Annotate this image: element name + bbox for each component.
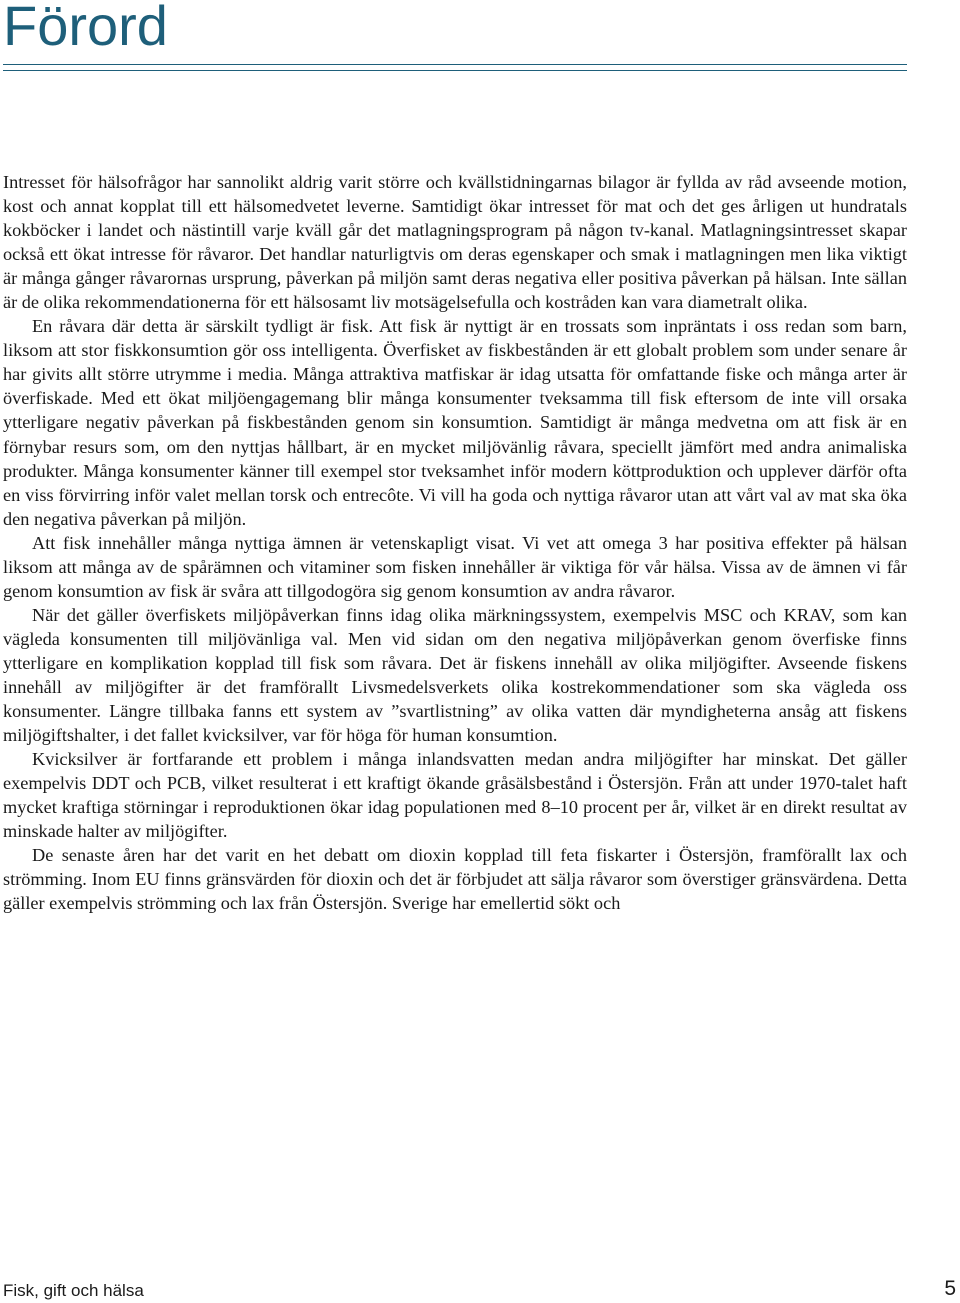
paragraph: De senaste åren har det varit en het debatt om dioxin kopplad till feta fiskarter i Östersjön, framförallt lax och strömming. Inom EU finns gränsvärden för dioxin och det är förbjudet att sälja råvaror som överstiger gränsvärdena. Detta gäller exempelvis strömming och lax från Östersjön. Sverige har emellertid sökt och: [3, 845, 907, 914]
header-rule-top: [3, 64, 907, 65]
body-text: [3, 170, 907, 915]
page-title: Förord: [3, 0, 168, 57]
footer-publication-title: Fisk, gift och hälsa: [3, 1281, 144, 1300]
paragraph: Intresset för hälsofrågor har sannolikt aldrig varit större och kvällstidningarnas bilagor är fyllda av råd avseende motion, kost och annat kopplat till ett hälsomedvetet leverne. Samtidigt ökar intresset för mat och det ges årligen ut hundratals kokböcker i landet och nästintill varje kväll går det matlagningsprogram på någon tv-kanal. Matlagningsintresset skapar också ett ökat intresse för råvaror. Det handlar naturligtvis om deras egenskaper och smak i matlagningen men lika viktigt är många gånger råvarornas ursprung, påverkan på miljön samt deras negativa eller positiva påverkan på hälsan. Inte sällan är de olika rekommendationerna för ett hälsosamt liv motsägelsefulla och kostråden kan vara diametralt olika.: [3, 172, 907, 313]
paragraph: En råvara där detta är särskilt tydligt är fisk. Att fisk är nyttigt är en trossats som inpräntats i oss redan som barn, liksom att stor fiskkonsumtion gör oss intelligenta. Överfisket av fiskbestånden är ett globalt problem som under senare år har givits allt större utrymme i media. Många attraktiva matfiskar är idag utsatta för omfattande fiske och många arter är överfiskade. Med ett ökat miljöengagemang blir många konsumenter tveksamma till fisk eftersom de inte vill orsaka ytterligare negativ påverkan på fiskbestånden genom sin konsumtion. Samtidigt är många medvetna om att fisk är en förnybar resurs som, om den nyttjas hållbart, är en mycket miljövänlig råvara, speciellt jämfört med andra animaliska produkter. Många konsumenter känner till exempel stor tveksamhet inför modern köttproduktion och upplever därför ofta en viss förvirring inför valet mellan torsk och entrecôte. Vi vill ha goda och nyttiga råvaror utan att vårt val av mat ska öka den negativa påverkan på miljön.: [3, 316, 907, 529]
paragraph: När det gäller överfiskets miljöpåverkan finns idag olika märkningssystem, exempelvis MSC och KRAV, som kan vägleda konsumenten till miljövänliga val. Men vid sidan om den negativa miljöpåverkan genom överfiske finns ytterligare en komplikation kopplad till fisk som råvara. Det är fiskens innehåll av olika miljögifter. Avseende fiskens innehåll av miljögifter är det framförallt Livsmedelsverkets olika kostrekommendationer som ska vägleda oss konsumenter. Längre tillbaka fanns ett system av ”svartlistning” av olika vatten där myndigheterna ansåg att fiskens miljögiftshalter, i det fallet kvicksilver, var för höga för human konsumtion.: [3, 604, 907, 746]
page-number: 5: [944, 1277, 956, 1300]
paragraph: Att fisk innehåller många nyttiga ämnen är vetenskapligt visat. Vi vet att omega 3 har positiva effekter på hälsan liksom att många av de spårämnen och vitaminer som fisken innehåller är viktiga för vår hälsa. Vissa av de ämnen vi får genom konsumtion av fisk är svåra att tillgodogöra sig genom konsumtion av andra råvaror.: [3, 532, 907, 601]
header-rule-bottom: [3, 70, 907, 71]
paragraph: Kvicksilver är fortfarande ett problem i många inlandsvatten medan andra miljögifter har minskat. Det gäller exempelvis DDT och PCB, vilket resulterat i ett kraftigt ökande gråsälsbestånd i Östersjön. Från att under 1970-talet haft mycket kraftiga störningar i reproduktionen ökar idag populationen med 8–10 procent per år, vilket är en direkt resultat av minskade halter av miljögifter.: [3, 749, 907, 842]
